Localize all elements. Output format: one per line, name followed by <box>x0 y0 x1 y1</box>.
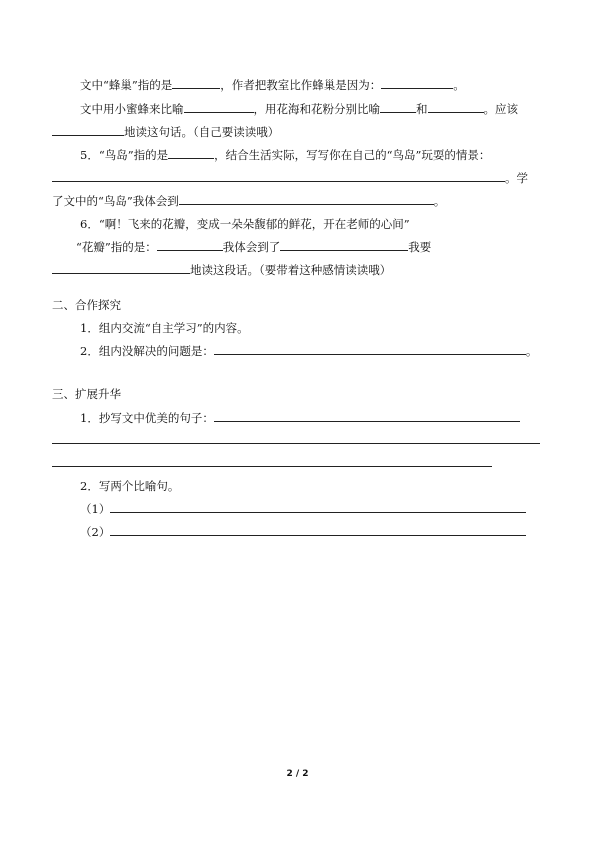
answer-line[interactable] <box>52 466 492 467</box>
question-text: “花瓣”指的是： <box>76 240 157 254</box>
question-6 <box>80 216 410 232</box>
question-text: ，用花海和花粉分别比喻 <box>253 102 380 116</box>
question-5-line2 <box>52 170 528 186</box>
section-heading: 三、扩展升华 <box>52 387 121 401</box>
section3-item-1 <box>80 410 520 426</box>
sub-item-1 <box>80 501 526 517</box>
item-text: 写两个比喻句。 <box>98 479 180 493</box>
question-text: 。 <box>453 78 465 92</box>
section-heading: 二、合作探究 <box>52 298 121 312</box>
item-text: 组内交流“自主学习”的内容。 <box>98 321 249 335</box>
answer-blank[interactable] <box>52 262 190 274</box>
sub-item-2 <box>80 524 526 540</box>
question-text: ，结合生活实际，写写你在自己的“鸟岛”玩耍的情景： <box>214 148 491 162</box>
answer-blank[interactable] <box>280 239 408 251</box>
question-text: ，作者把教室比作蜂巢是因为： <box>220 78 382 92</box>
question-text: 。应该 <box>483 102 518 116</box>
question-5 <box>80 147 490 163</box>
question-text: 。 <box>433 194 446 208</box>
answer-blank[interactable] <box>214 343 526 355</box>
question-text: “鸟岛”指的是 <box>98 148 169 162</box>
question-number: 6． <box>80 217 99 231</box>
answer-blank[interactable] <box>168 147 214 159</box>
answer-blank[interactable] <box>179 193 434 205</box>
question-text: 我要 <box>408 240 432 254</box>
answer-blank[interactable] <box>157 239 223 251</box>
answer-blank[interactable] <box>172 77 220 89</box>
sub-item-number: （2） <box>80 525 111 539</box>
answer-blank[interactable] <box>52 170 505 182</box>
answer-blank[interactable] <box>110 524 526 536</box>
section3-item-2 <box>80 478 179 494</box>
answer-line[interactable] <box>52 443 540 444</box>
question-text: 地读这段话。（要带着这种感情读读哦） <box>190 263 392 277</box>
item-text: 抄写文中优美的句子： <box>98 411 214 425</box>
item-number: 2． <box>80 479 99 493</box>
section2-item-1 <box>80 320 249 336</box>
question-text: 我体会到了 <box>222 240 281 254</box>
question-text: 。学 <box>505 171 528 185</box>
question-6-line2 <box>76 239 431 255</box>
page-number: 2 / 2 <box>286 769 309 779</box>
question-text: 了文中的“鸟岛”我体会到 <box>52 194 179 208</box>
sub-item-number: （1） <box>80 502 111 516</box>
item-number: 2． <box>80 344 99 358</box>
answer-blank[interactable] <box>110 501 526 513</box>
question-number: 5． <box>80 148 99 162</box>
question-mifeng-cont <box>52 124 279 140</box>
answer-blank[interactable] <box>428 101 484 113</box>
question-mifeng <box>80 101 518 117</box>
question-text: 地读这句话。（自己要读读哦） <box>124 125 280 139</box>
answer-blank[interactable] <box>184 101 254 113</box>
question-6-line3 <box>52 262 391 278</box>
question-text: 和 <box>416 102 428 116</box>
item-number: 1． <box>80 321 99 335</box>
answer-blank[interactable] <box>214 410 520 422</box>
answer-blank[interactable] <box>52 124 124 136</box>
answer-blank[interactable] <box>381 77 453 89</box>
item-number: 1． <box>80 411 99 425</box>
question-5-line3 <box>52 193 445 209</box>
answer-blank[interactable] <box>380 101 416 113</box>
question-fengchao <box>80 77 465 93</box>
question-quote: “啊！飞来的花瓣，变成一朵朵馥郁的鲜花，开在老师的心间” <box>98 217 410 231</box>
question-text: 文中“蜂巢”指的是 <box>80 78 173 92</box>
item-text: 。 <box>525 344 538 358</box>
section2-item-2 <box>80 343 537 359</box>
question-text: 文中用小蜜蜂来比喻 <box>80 102 184 116</box>
item-text: 组内没解决的问题是： <box>98 344 214 358</box>
